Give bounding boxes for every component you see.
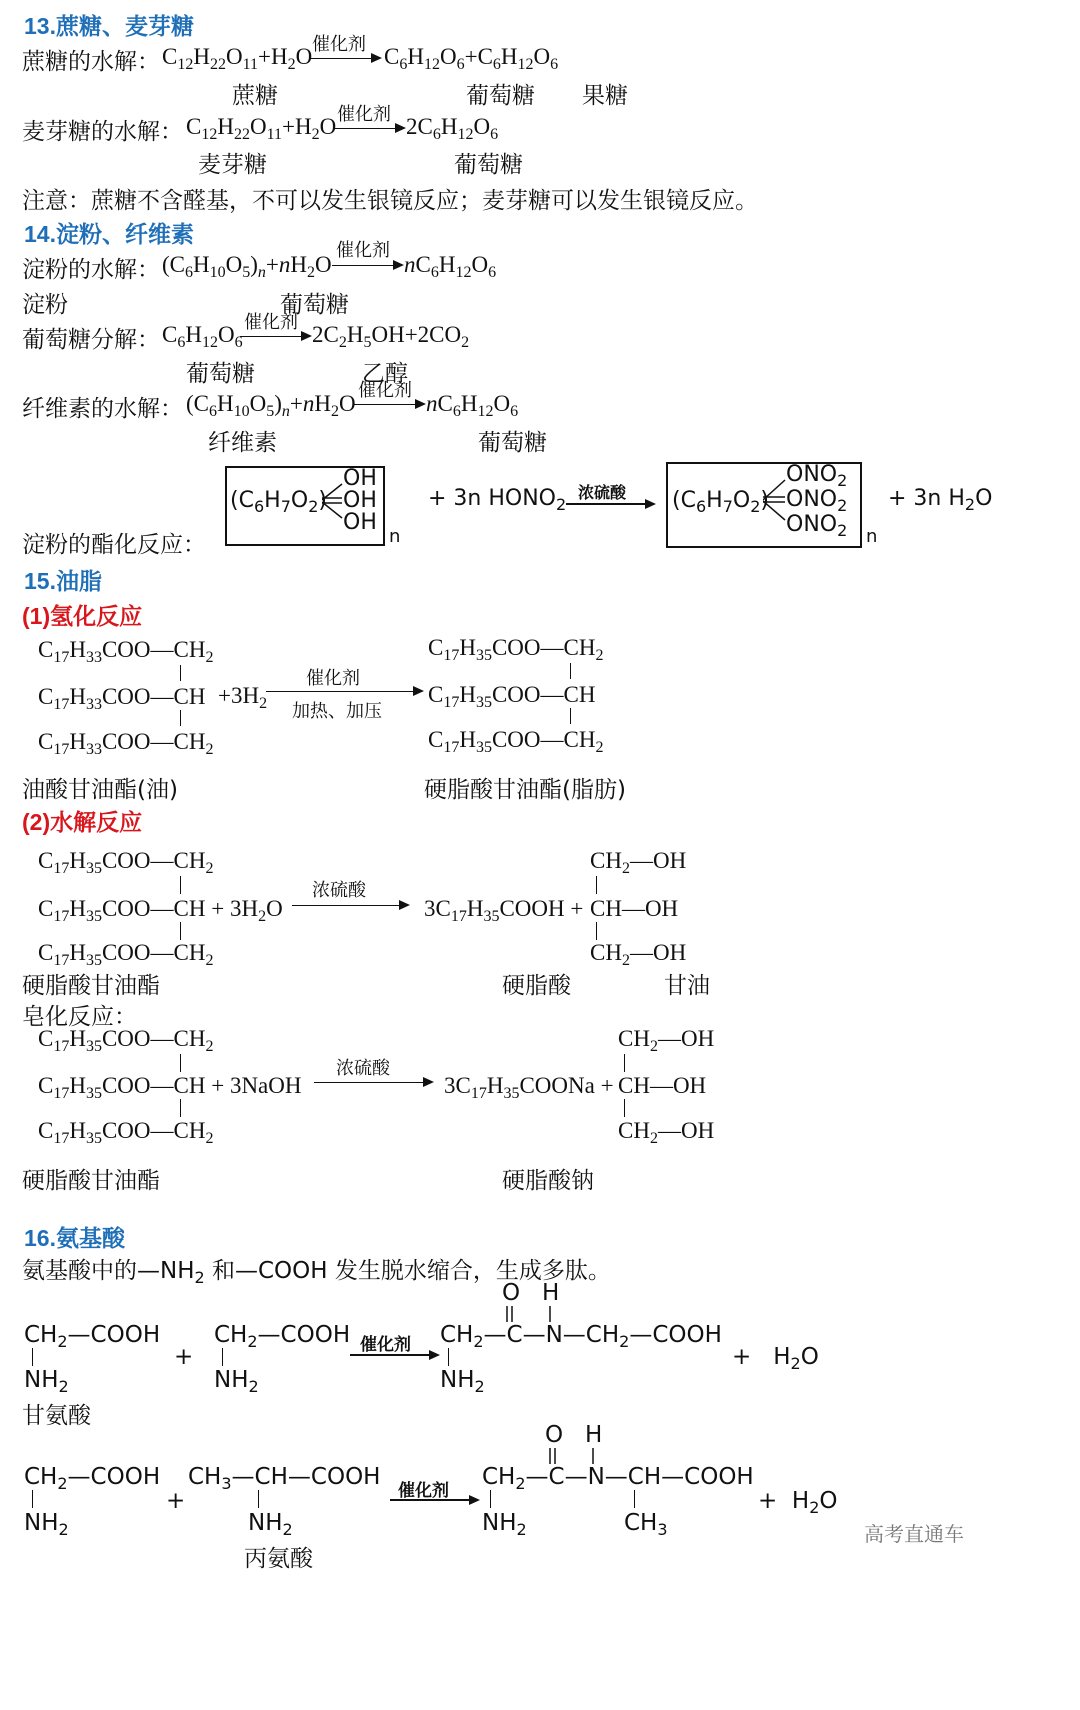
plus-1: + — [174, 1344, 194, 1370]
maltose-label: 麦芽糖的水解： — [22, 119, 183, 145]
bond — [180, 1054, 181, 1072]
sapon-arrow — [314, 1082, 432, 1083]
starch-name: 淀粉 — [22, 292, 68, 318]
glycerol-b-1: $CH_2—OH$ — [618, 1026, 715, 1055]
amino-catalyst-1: 催化剂 — [360, 1335, 411, 1355]
hydro-cat-bottom: 加热、加压 — [292, 701, 382, 722]
bond — [624, 1054, 625, 1072]
hydro-right-1: $C_{17}H_{35}COO—CH_2$ — [428, 635, 604, 664]
starch-eq-left: $(C_6H_{10}O_5)_n+nH_2O$ — [162, 252, 332, 281]
ester-left-n: n — [389, 526, 401, 547]
ester-reagent: + 3n $HONO_2$ — [428, 486, 567, 514]
bond — [448, 1348, 449, 1366]
maltose-catalyst: 催化剂 — [337, 104, 391, 125]
sucrose-catalyst: 催化剂 — [312, 34, 366, 55]
section-13-title: 13.蔗糖、麦芽糖 — [24, 13, 194, 39]
starch-label: 淀粉的水解： — [22, 257, 160, 283]
section-16-title: 16.氨基酸 — [24, 1225, 125, 1251]
bond — [624, 1099, 625, 1117]
cellulose-arrow — [354, 404, 424, 405]
glycerol-b-2: CH—OH — [618, 1073, 707, 1098]
ester-left-oh-1: OH — [343, 466, 377, 491]
ester-left-oh-3: OH — [343, 510, 377, 535]
bond — [180, 922, 181, 940]
glucose-decomp-label: 葡萄糖分解： — [22, 327, 160, 353]
glycine-c-bot: $NH_2$ — [24, 1510, 69, 1539]
sapon-product1: $3C_{17}H_{35}COONa$ + — [444, 1073, 614, 1102]
watermark: 高考直通车 — [864, 1522, 964, 1546]
glucose-name-3: 葡萄糖 — [280, 292, 349, 318]
bond — [180, 876, 181, 894]
stearic-acid-name: 硬脂酸 — [502, 973, 571, 999]
hydrol-arrow — [292, 905, 408, 906]
dipeptide-H-2: H — [585, 1422, 603, 1448]
right-bracket-close — [852, 462, 862, 548]
ester-left-bonds — [322, 478, 344, 524]
glycine-b-bot: $NH_2$ — [214, 1367, 259, 1396]
bond — [570, 708, 571, 724]
hydro-cat-top: 催化剂 — [306, 668, 360, 689]
glucose-catalyst: 催化剂 — [244, 312, 298, 333]
maltose-eq-left: $C_{12}H_{22}O_{11}+H_2O$ — [186, 114, 337, 143]
hydro-arrow — [266, 691, 422, 692]
dipeptide-H-1: H — [542, 1280, 560, 1306]
hydro-left-3: $C_{17}H_{33}COO—CH_2$ — [38, 729, 214, 758]
starch-arrow — [332, 265, 402, 266]
amino-arrow-1 — [350, 1354, 438, 1356]
dipeptide-bot-2a: $NH_2$ — [482, 1510, 527, 1539]
alanine-top: $CH_3—CH—COOH$ — [188, 1464, 381, 1493]
ester-right-core: $(C_6H_7O_2)$ — [672, 488, 769, 516]
sapon-left-2: $C_{17}H_{35}COO—CH$ + 3NaOH — [38, 1073, 302, 1102]
alanine-name: 丙氨酸 — [244, 1546, 313, 1572]
hydro-left-1: $C_{17}H_{33}COO—CH_2$ — [38, 637, 214, 666]
bond — [490, 1490, 491, 1508]
starch-eq-right: $nC_6H_{12}O_6$ — [404, 252, 497, 281]
cellulose-name: 纤维素 — [208, 430, 277, 456]
section-14-title: 14.淀粉、纤维素 — [24, 221, 194, 247]
dipeptide-O-2: O — [545, 1422, 564, 1448]
sucrose-label: 蔗糖的水解： — [22, 49, 160, 75]
ester-right-ono2-3: $ONO_2$ — [786, 512, 848, 540]
glucose-arrow — [240, 336, 310, 337]
dipeptide-bot-2b: $CH_3$ — [624, 1510, 668, 1539]
cellulose-eq-right: $nC_6H_{12}O_6$ — [426, 391, 519, 420]
dipeptide-main-1: $CH_2—C—N—CH_2—COOH$ — [440, 1322, 722, 1351]
section-15-title: 15.油脂 — [24, 568, 102, 594]
ester-right-bonds — [763, 474, 787, 524]
glucose-name-5: 葡萄糖 — [478, 430, 547, 456]
glycerol-2: CH—OH — [590, 896, 679, 921]
dipeptide-bot-1: $NH_2$ — [440, 1367, 485, 1396]
sucrose-eq-right: $C_6H_{12}O_6+C_6H_{12}O_6$ — [384, 44, 559, 73]
glycerol-name: 甘油 — [664, 973, 710, 999]
bond — [596, 922, 597, 940]
bond — [32, 1490, 33, 1508]
maltose-eq-right: $2C_6H_{12}O_6$ — [406, 114, 499, 143]
glucose-eq-left: $C_6H_{12}O_6$ — [162, 322, 243, 351]
glycine-a-top: $CH_2—COOH$ — [24, 1322, 161, 1351]
glycerol-b-3: $CH_2—OH$ — [618, 1118, 715, 1147]
ester-product2: + 3n $H_2O$ — [888, 486, 993, 514]
ester-right-ono2-2: $ONO_2$ — [786, 487, 848, 515]
bond — [258, 1490, 259, 1508]
glycine-a-bot: $NH_2$ — [24, 1367, 69, 1396]
ester-right-ono2-1: $ONO_2$ — [786, 462, 848, 490]
water-1: + $H_2O$ — [732, 1344, 819, 1373]
glucose-name-2: 葡萄糖 — [454, 152, 523, 178]
bond — [222, 1348, 223, 1366]
maltose-arrow — [334, 128, 404, 129]
sodium-stearate-name: 硬脂酸钠 — [502, 1168, 594, 1194]
hydrogenation-title: (1)氢化反应 — [22, 603, 143, 629]
dipeptide-main-2: $CH_2—C—N—CH—COOH$ — [482, 1464, 754, 1493]
ester-arrow — [566, 503, 654, 505]
sucrose-eq-left: $C_{12}H_{22}O_{11}+H_2O$ — [162, 44, 313, 73]
hydrolysis-title: (2)水解反应 — [22, 809, 143, 835]
glycerol-1: $CH_2—OH$ — [590, 848, 687, 877]
hydro-right-3: $C_{17}H_{35}COO—CH_2$ — [428, 727, 604, 756]
glycine-b-top: $CH_2—COOH$ — [214, 1322, 351, 1351]
hydrol-product1: $3C_{17}H_{35}COOH$ + — [424, 896, 584, 925]
glucose-eq-right: $2C_2H_5OH+2CO_2$ — [312, 322, 470, 351]
hydrol-left-1: $C_{17}H_{35}COO—CH_2$ — [38, 848, 214, 877]
plus-2: + — [166, 1488, 186, 1514]
bond — [634, 1490, 635, 1508]
ethanol-name: 乙醇 — [362, 361, 408, 387]
cellulose-eq-left: $(C_6H_{10}O_5)_n+nH_2O$ — [186, 391, 356, 420]
glucose-name: 葡萄糖 — [466, 83, 535, 109]
hydrol-cat: 浓硫酸 — [312, 880, 366, 901]
sapon-left-1: $C_{17}H_{35}COO—CH_2$ — [38, 1026, 214, 1055]
ester-catalyst: 浓硫酸 — [578, 483, 627, 502]
glycine-c-top: $CH_2—COOH$ — [24, 1464, 161, 1493]
dipeptide-bonds-1 — [500, 1304, 560, 1324]
sapon-left-3: $C_{17}H_{35}COO—CH_2$ — [38, 1118, 214, 1147]
fructose-name: 果糖 — [582, 83, 628, 109]
saponification-label: 皂化反应： — [22, 1004, 137, 1030]
glucose-name-4: 葡萄糖 — [186, 361, 255, 387]
amino-acid-desc: 氨基酸中的$—NH_2$ 和—COOH 发生脱水缩合，生成多肽。 — [22, 1258, 611, 1287]
stearin-name-2: 硬脂酸甘油酯 — [22, 1168, 160, 1194]
ester-right-n: n — [866, 526, 878, 547]
hydrol-left-3: $C_{17}H_{35}COO—CH_2$ — [38, 940, 214, 969]
bond — [570, 663, 571, 679]
ester-left-oh-2: OH — [343, 488, 377, 513]
alanine-bot: $NH_2$ — [248, 1510, 293, 1539]
bond — [180, 665, 181, 681]
sec13-note: 注意：蔗糖不含醛基，不可以发生银镜反应；麦芽糖可以发生银镜反应。 — [22, 188, 758, 214]
stearate-name: 硬脂酸甘油酯(脂肪) — [424, 777, 626, 803]
maltose-name: 麦芽糖 — [198, 152, 267, 178]
hydro-left-2: $C_{17}H_{33}COO—CH$ — [38, 684, 206, 713]
glycerol-3: $CH_2—OH$ — [590, 940, 687, 969]
ester-left-core: $(C_6H_7O_2)$ — [230, 488, 327, 516]
cellulose-label: 纤维素的水解： — [22, 396, 183, 422]
hydro-right-2: $C_{17}H_{35}COO—CH$ — [428, 682, 596, 711]
dipeptide-bonds-2 — [543, 1446, 603, 1466]
amino-catalyst-2: 催化剂 — [398, 1481, 449, 1501]
stearin-name: 硬脂酸甘油酯 — [22, 973, 160, 999]
bond — [596, 876, 597, 894]
cellulose-catalyst: 催化剂 — [358, 380, 412, 401]
sapon-cat: 浓硫酸 — [336, 1058, 390, 1079]
hydro-reagent: $+3H_2$ — [218, 683, 268, 712]
amino-arrow-2 — [390, 1499, 478, 1501]
sucrose-name: 蔗糖 — [232, 83, 278, 109]
hydrol-left-2: $C_{17}H_{35}COO—CH + 3H_2O$ — [38, 896, 283, 925]
water-2: + $H_2O$ — [758, 1488, 838, 1517]
oleate-name: 油酸甘油酯(油) — [22, 777, 178, 803]
esterification-label: 淀粉的酯化反应： — [22, 532, 206, 558]
dipeptide-O-1: O — [502, 1280, 521, 1306]
glycine-name: 甘氨酸 — [22, 1403, 91, 1429]
bond — [32, 1348, 33, 1366]
bond — [180, 1099, 181, 1117]
sucrose-arrow — [310, 58, 380, 59]
bond — [180, 710, 181, 726]
starch-catalyst: 催化剂 — [336, 240, 390, 261]
